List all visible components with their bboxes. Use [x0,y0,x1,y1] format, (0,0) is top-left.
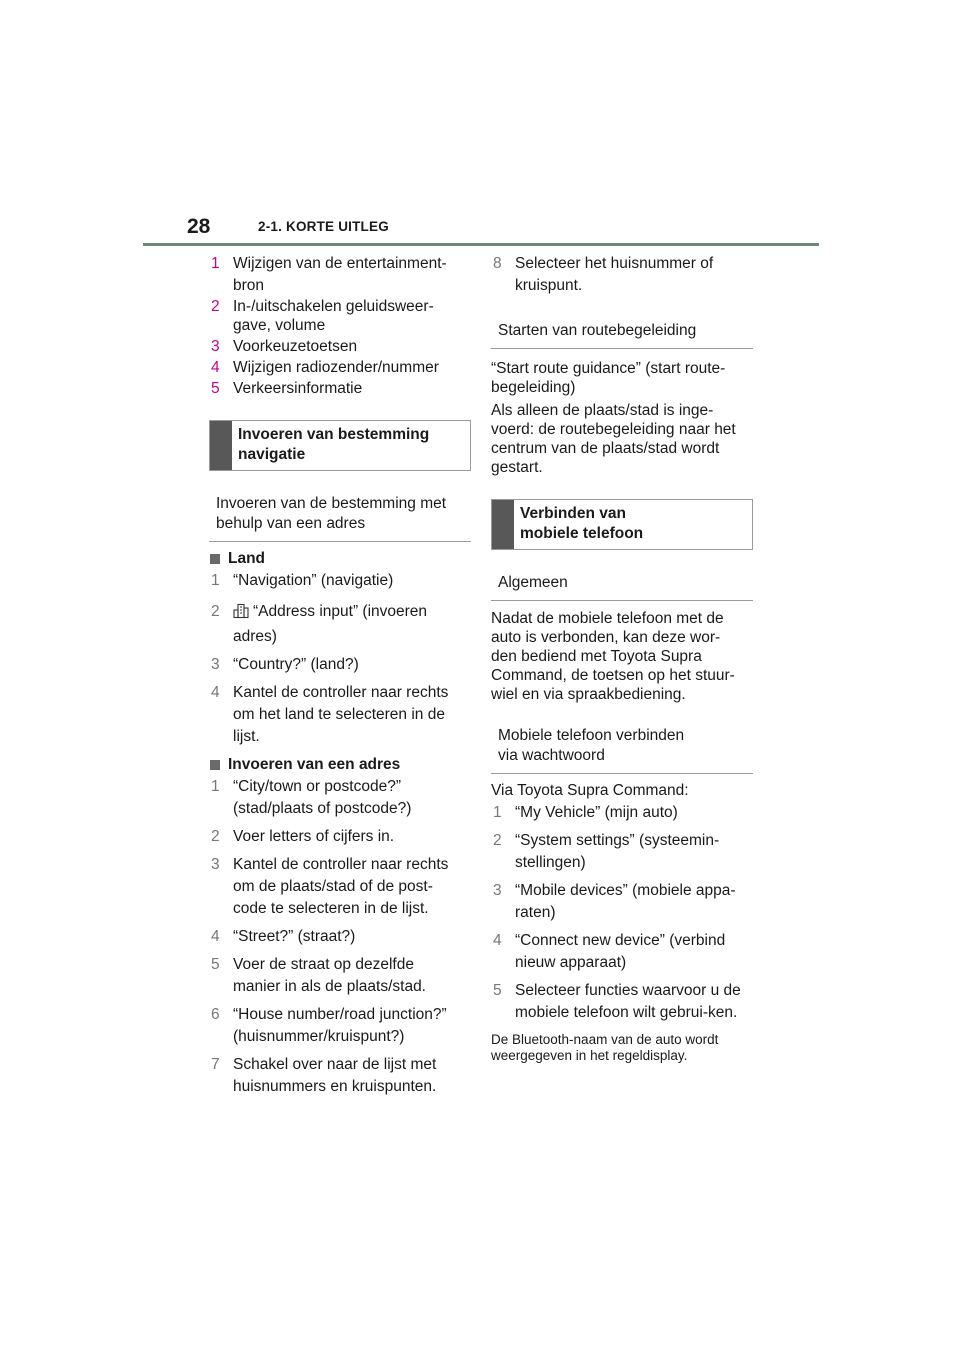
list-item [209,601,471,648]
list-item [491,980,753,1024]
step-text: Verkeersinformatie [233,380,363,397]
section-box [491,499,753,550]
section-box [209,420,471,471]
controls-list [209,253,471,398]
step-number: 5 [211,956,220,973]
step-number: 4 [493,932,502,949]
step-text: Selecteer het huisnummer of kruispunt. [515,255,714,294]
list-item [491,253,753,297]
subheading: Invoeren van de bestemming met behulp van een adres [209,492,471,542]
step-number: 4 [211,928,220,945]
subheading: Starten van routebegeleiding [491,319,753,349]
list-item [491,880,753,924]
step-number: 2 [211,298,220,315]
section-box-title: Invoeren van bestemming navigatie [238,426,430,463]
step-number: 1 [493,804,502,821]
address-heading [209,754,471,776]
list-item [209,1054,471,1098]
step-number: 2 [211,828,220,845]
paragraph: Via Toyota Supra Command: [491,782,689,799]
step-number: 5 [211,380,220,397]
list-item [491,930,753,974]
step-number: 4 [211,684,220,701]
step-number: 6 [211,1006,220,1023]
step-number: 5 [493,982,502,999]
list-item [209,337,471,356]
step-text: “Address input” (invoeren adres) [233,603,428,645]
note: De Bluetooth-naam van de auto wordt weergegeven in het regeldisplay. [491,1032,719,1063]
step-text: “Connect new device” (verbind nieuw apparaat) [515,932,726,971]
step-number: 3 [211,338,220,355]
list-item [209,570,471,592]
step-text: “City/town or postcode?” (stad/plaats of postcode?) [233,778,412,817]
step-text: Wijzigen radiozender/nummer [233,359,439,376]
list-item [209,926,471,948]
step-text: Schakel over naar de lijst met huisnummers en kruispunten. [233,1056,437,1095]
header-divider [143,243,819,246]
list-item [491,802,753,824]
square-bullet-icon [210,760,220,770]
list-item [209,253,471,297]
step-number: 8 [493,255,502,272]
step-text: “Country?” (land?) [233,656,359,673]
step-text: Voorkeuzetoetsen [233,338,358,355]
section-box-title: Verbinden van mobiele telefoon [520,505,644,542]
subheading: Mobiele telefoon verbinden via wachtwoord [498,727,685,764]
step-number: 1 [211,572,220,589]
step-number: 4 [211,359,220,376]
step-text: “Mobile devices” (mobiele appa-raten) [515,882,736,921]
right-column [491,253,753,1064]
section-title: 2-1. KORTE UITLEG [258,219,389,234]
list-item [209,854,471,920]
step-text: “My Vehicle” (mijn auto) [515,804,678,821]
paragraph: Nadat de mobiele telefoon met de auto is verbonden, kan deze wor-den bediend met Toyota Supra Command, de toetsen op het stuur-wiel en via spraakbediening. [491,610,735,703]
paragraph: Als alleen de plaats/stad is inge-voerd: de routebegeleiding naar het centrum van de plaats/stad wordt gestart. [491,402,736,476]
list-item [209,358,471,377]
step-text: Voer de straat op dezelfde manier in als de plaats/stad. [233,956,426,995]
step-text: Wijzigen van de entertainment-bron [233,255,447,294]
step-text: Selecteer functies waarvoor u de mobiele telefoon wilt gebrui-ken. [515,982,741,1021]
list-item [209,654,471,676]
step-text: “System settings” (systeemin-stellingen) [515,832,720,871]
step-number: 1 [211,255,220,272]
step-text: Kantel de controller naar rechts om het land te selecteren in de lijst. [233,684,449,745]
list-item [209,1004,471,1048]
address-heading-text: Invoeren van een adres [228,756,401,773]
square-bullet-icon [210,554,220,564]
step-number: 7 [211,1056,220,1073]
step-number: 3 [211,656,220,673]
list-item [209,954,471,998]
step-number: 1 [211,778,220,795]
box-bar [492,500,514,549]
step-text: Kantel de controller naar rechts om de plaats/stad of de post-code te selecteren in de lijst. [233,856,449,917]
step-text-with-icon [233,601,448,648]
step-number: 2 [211,603,220,620]
list-item [491,830,753,874]
left-column [209,253,471,1098]
building-icon [233,603,249,626]
step-text: “Street?” (straat?) [233,928,356,945]
step-text: “House number/road junction?” (huisnummer/kruispunt?) [233,1006,447,1045]
step-text: Voer letters of cijfers in. [233,828,395,845]
subheading-rule [491,773,753,774]
list-item [209,297,471,335]
step-number: 3 [493,882,502,899]
step-text: “Navigation” (navigatie) [233,572,394,589]
land-heading-text: Land [228,550,266,567]
step-number: 3 [211,856,220,873]
step-text: In-/uitschakelen geluidsweer-gave, volume [233,298,434,334]
paragraph: “Start route guidance” (start route-begeleiding) [491,360,726,396]
list-item [209,379,471,398]
list-item [209,826,471,848]
list-item [209,776,471,820]
page-number: 28 [187,215,211,238]
subheading: Algemeen [491,571,753,601]
box-bar [210,421,232,470]
land-heading [209,548,471,570]
step-number: 2 [493,832,502,849]
list-item [209,682,471,748]
